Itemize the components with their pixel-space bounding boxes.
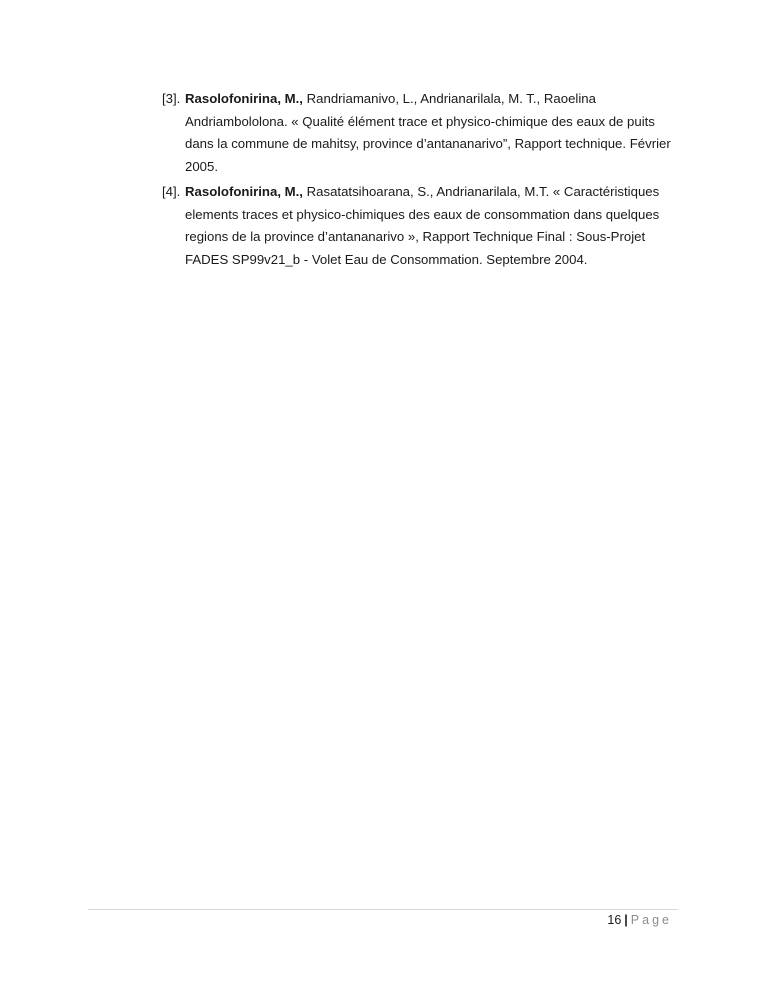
footer-divider — [88, 909, 678, 910]
reference-author: Rasolofonirina, M., — [185, 91, 303, 106]
page-footer — [607, 911, 672, 929]
reference-text — [185, 88, 677, 178]
page-number: 16 — [607, 913, 622, 927]
reference-item — [162, 88, 677, 178]
reference-details: Rasatatsihoarana, S., Andrianarilala, M.T. « Caractéristiques elements traces et physico-chimiques des eaux de consommation dans quelques regions de la province d’antananarivo », Rapport Technique Final : Sous-Projet FADES SP99v21_b - Volet Eau de Consommation. Septembre 2004. — [185, 184, 660, 267]
reference-number: [3]. — [162, 91, 181, 106]
reference-text — [185, 181, 677, 271]
reference-list — [162, 88, 677, 274]
reference-author: Rasolofonirina, M., — [185, 184, 303, 199]
footer-separator: | — [624, 913, 628, 927]
reference-number: [4]. — [162, 184, 181, 199]
page-label: Page — [630, 913, 672, 927]
reference-item — [162, 181, 677, 271]
reference-details: Randriamanivo, L., Andrianarilala, M. T., Raoelina Andriambololona. « Qualité élément trace et physico-chimique des eaux de puits dans la commune de mahitsy, province d’antananarivo”, Rapport technique. Février 2005. — [185, 91, 671, 174]
